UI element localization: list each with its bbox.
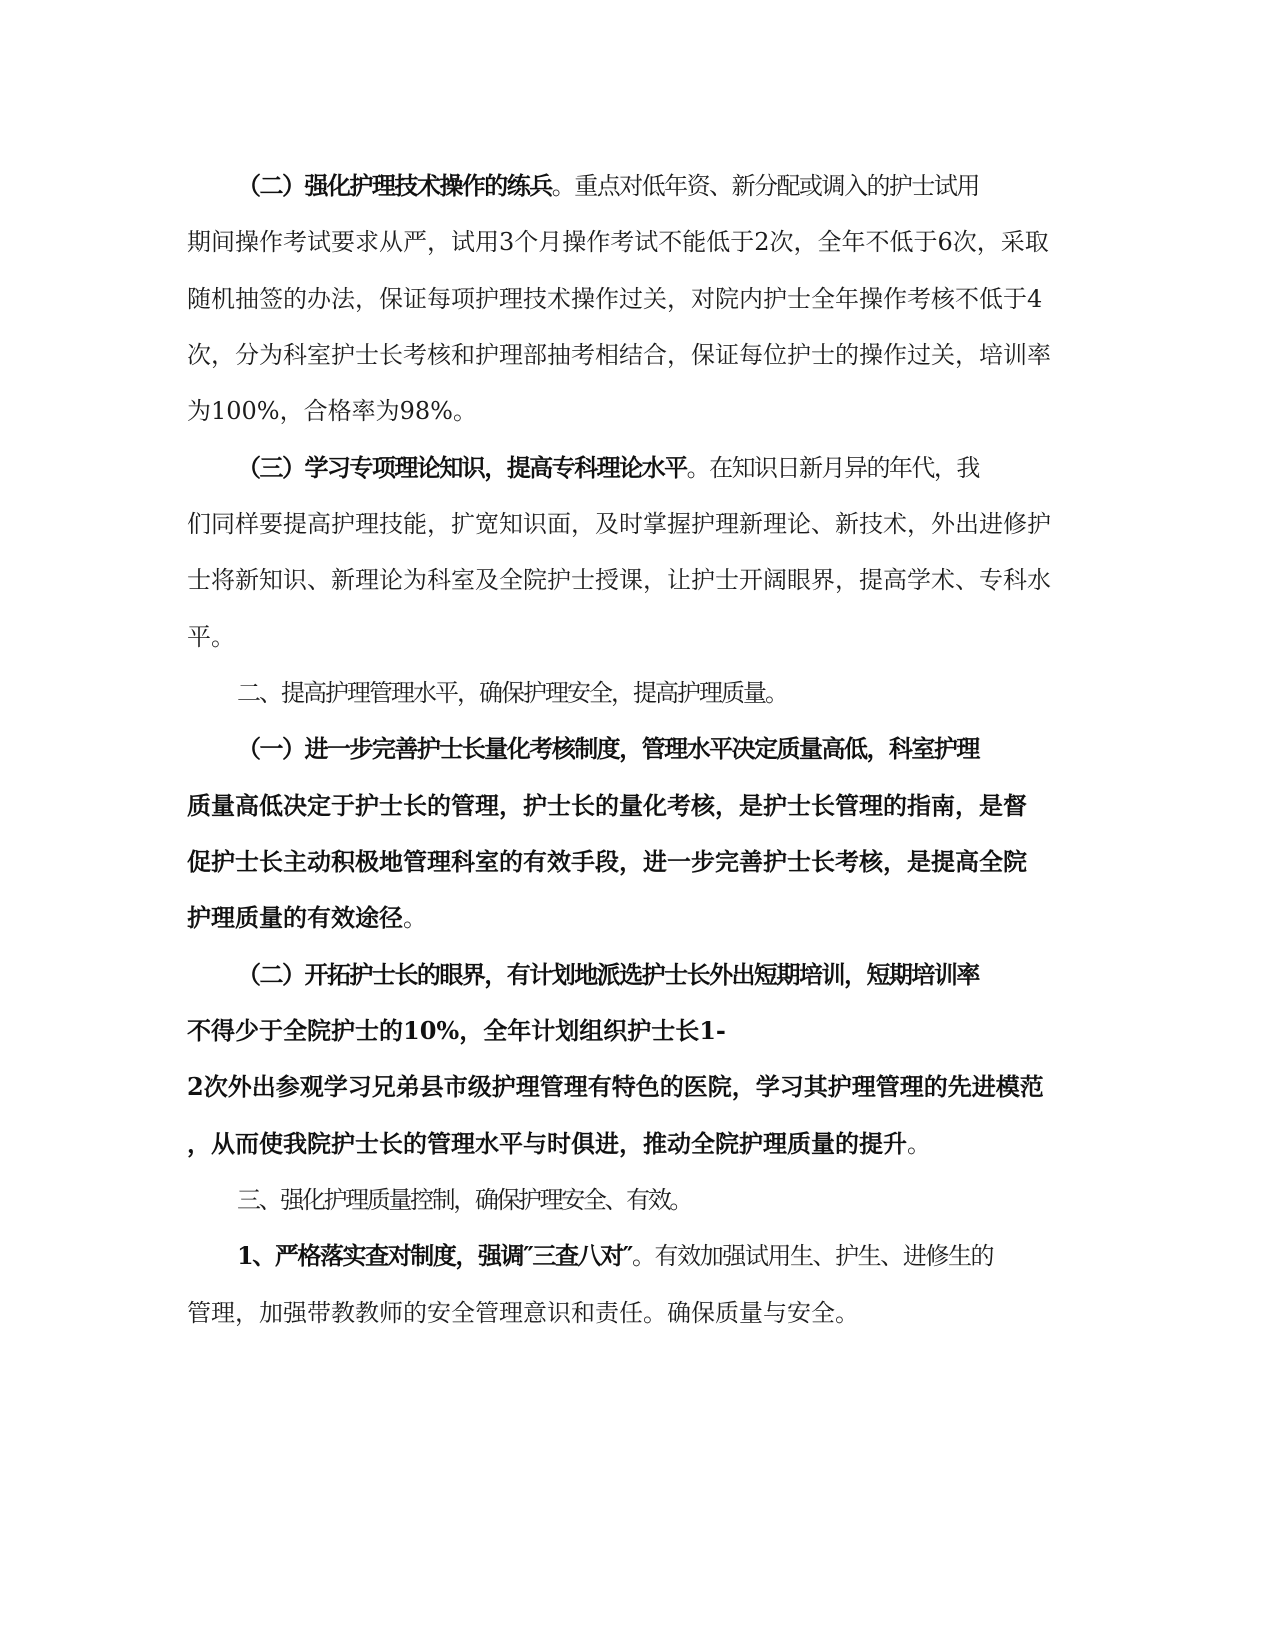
bold-text: 质量高低决定于护士长的管理，护士长的量化考核，是护士长管理的指南，是督	[187, 791, 1027, 820]
body-text: 期间操作考试要求从严，试用3个月操作考试不能低于2次，全年不低于6次，采取	[187, 228, 1049, 256]
bold-text: 2次外出参观学习兄弟县市级护理管理有特色的医院，学习其护理管理的先进模范	[187, 1072, 1044, 1101]
paragraph-line	[187, 504, 1087, 544]
bold-text: 促护士长主动积极地管理科室的有效手段，进一步完善护士长考核，是提高全院	[187, 847, 1027, 876]
bold-text: 护理质量的有效途径	[187, 903, 403, 932]
section-heading	[237, 673, 1137, 713]
paragraph-line	[187, 391, 1087, 431]
paragraph-line	[187, 617, 1087, 657]
body-text: 二、提高护理管理水平，确保护理安全，提高护理质量。	[237, 679, 787, 707]
paragraph-line	[237, 448, 1137, 488]
paragraph-line	[187, 786, 1087, 826]
body-text: 次，分为科室护士长考核和护理部抽考相结合，保证每位护士的操作过关，培训率	[187, 341, 1051, 369]
paragraph-line	[187, 898, 1087, 938]
paragraph-line	[187, 1011, 1087, 1051]
body-text: 。重点对低年资、新分配或调入的护士试用	[551, 172, 979, 200]
bold-heading: （一）进一步完善护士长量化考核制度，管理水平决定质量高低，科室护理	[237, 734, 979, 763]
bold-heading: （二）强化护理技术操作的练兵	[237, 171, 552, 200]
body-text: 随机抽签的办法，保证每项护理技术操作过关，对院内护士全年操作考核不低于4	[187, 285, 1043, 313]
bold-heading: （三）学习专项理论知识，提高专科理论水平	[237, 453, 687, 482]
body-text: 。有效加强试用生、护生、进修生的	[631, 1242, 994, 1270]
paragraph-line	[187, 335, 1087, 375]
paragraph-line	[187, 279, 1087, 319]
bold-heading: 1、严格落实查对制度，强调″三查八对″	[237, 1241, 632, 1270]
body-text: 为100%，合格率为98%。	[187, 397, 477, 425]
body-text: 。	[907, 1130, 931, 1158]
bold-text: 不得少于全院护士的10%，全年计划组织护士长1-	[187, 1016, 726, 1045]
paragraph-line	[187, 222, 1087, 262]
bold-heading: （二）开拓护士长的眼界，有计划地派选护士长外出短期培训，短期培训率	[237, 960, 979, 989]
paragraph-line	[187, 1067, 1087, 1107]
paragraph-line	[187, 842, 1087, 882]
paragraph-line	[187, 1124, 1087, 1164]
body-text: 平。	[187, 623, 235, 651]
paragraph-line	[237, 166, 1137, 206]
bold-text: ，从而使我院护士长的管理水平与时俱进，推动全院护理质量的提升	[187, 1129, 907, 1158]
body-text: 士将新知识、新理论为科室及全院护士授课，让护士开阔眼界，提高学术、专科水	[187, 566, 1051, 594]
body-text: 们同样要提高护理技能，扩宽知识面，及时掌握护理新理论、新技术，外出进修护	[187, 510, 1051, 538]
paragraph-line	[237, 955, 1137, 995]
body-text: 三、强化护理质量控制，确保护理安全、有效。	[237, 1186, 692, 1214]
body-text: 。	[403, 904, 427, 932]
section-heading	[237, 1180, 1137, 1220]
paragraph-line	[237, 1236, 1137, 1276]
body-text: 管理，加强带教教师的安全管理意识和责任。确保质量与安全。	[187, 1299, 859, 1327]
paragraph-line	[237, 729, 1137, 769]
paragraph-line	[187, 1293, 1087, 1333]
paragraph-line	[187, 560, 1087, 600]
body-text: 。在知识日新月异的年代，我	[686, 454, 979, 482]
